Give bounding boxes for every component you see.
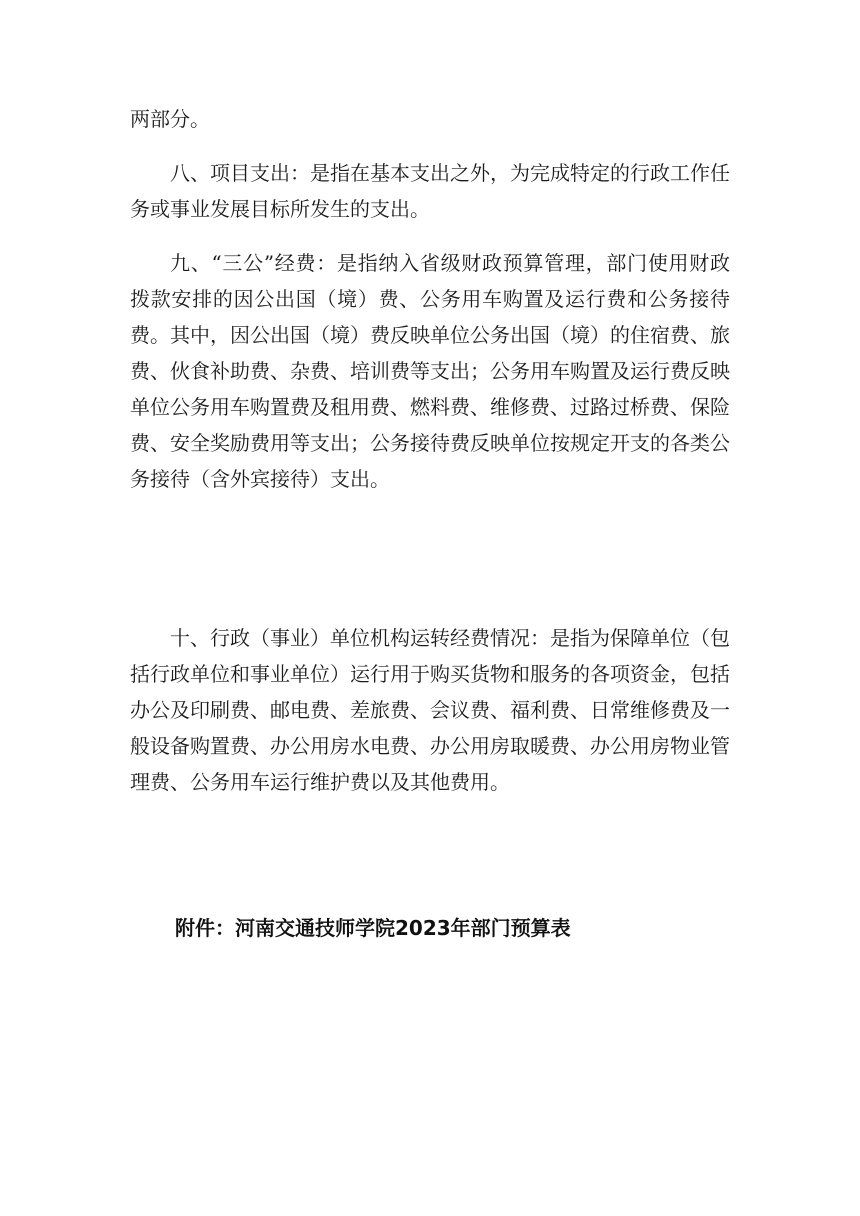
paragraph-project-expenditure: 八、项目支出：是指在基本支出之外，为完成特定的行政工作任务或事业发展目标所发生的支出。 <box>130 161 730 221</box>
attachment-title: 附件：河南交通技师学院2023年部门预算表 <box>175 916 571 940</box>
paragraph-three-public-expenses: 九、“三公”经费：是指纳入省级财政预算管理，部门使用财政拨款安排的因公出国（境）费、公务用车购置及运行费和公务接待费。其中，因公出国（境）费反映单位公务出国（境）的住宿费、旅费、伙食补助费、杂费、培训费等支出；公务用车购置及运行费反映单位公务用车购置费及租用费、燃料费、维修费、过路过桥费、保险费、安全奖励费用等支出；公务接待费反映单位按规定开支的各类公务接待（含外宾接待）支出。 <box>130 251 730 491</box>
paragraph-continuation: 两部分。 <box>130 107 210 131</box>
paragraph-operating-expenses: 十、行政（事业）单位机构运转经费情况：是指为保障单位（包括行政单位和事业单位）运行用于购买货物和服务的各项资金，包括办公及印刷费、邮电费、差旅费、会议费、福利费、日常维修费及一般设备购置费、办公用房水电费、办公用房取暖费、办公用房物业管理费、公务用车运行维护费以及其他费用。 <box>130 626 730 794</box>
